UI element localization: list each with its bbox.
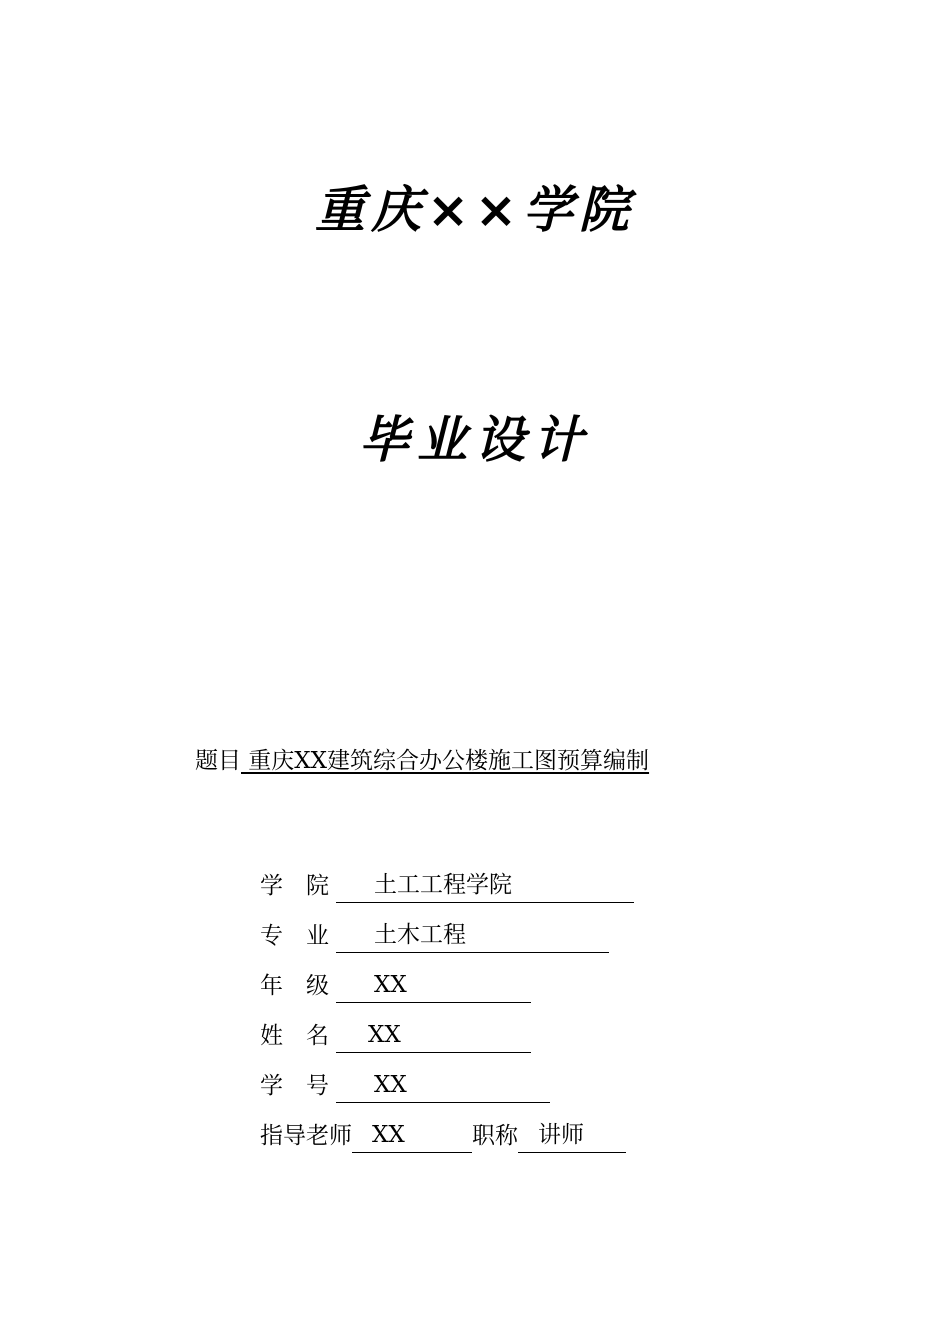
grade-label: 年 级 — [260, 973, 329, 999]
name-value: XX — [336, 1018, 531, 1053]
info-row-name — [260, 1018, 634, 1068]
student-info-block — [260, 868, 634, 1168]
info-row-advisor — [260, 1118, 634, 1168]
major-label: 专 业 — [260, 923, 329, 949]
name-label: 姓 名 — [260, 1023, 329, 1049]
info-row-grade — [260, 968, 634, 1018]
topic-line — [195, 744, 649, 778]
advisor-title-label: 职称 — [472, 1123, 518, 1149]
grade-value: XX — [336, 968, 531, 1003]
info-row-student-id — [260, 1068, 634, 1118]
advisor-value: XX — [352, 1118, 472, 1153]
college-value: 土工工程学院 — [336, 868, 634, 903]
university-name: 重庆××学院 — [315, 181, 635, 239]
student-id-label: 学 号 — [260, 1073, 329, 1099]
topic-label: 题目 — [195, 748, 241, 774]
topic-value: 重庆XX建筑综合办公楼施工图预算编制 — [241, 748, 650, 774]
info-row-major — [260, 918, 634, 968]
student-id-value: XX — [336, 1068, 550, 1103]
college-label: 学 院 — [260, 873, 329, 899]
advisor-label: 指导老师 — [260, 1123, 352, 1149]
major-value: 土木工程 — [336, 918, 609, 953]
document-type-title: 毕业设计 — [359, 411, 591, 469]
info-row-college — [260, 868, 634, 918]
advisor-title-value: 讲师 — [518, 1118, 626, 1153]
